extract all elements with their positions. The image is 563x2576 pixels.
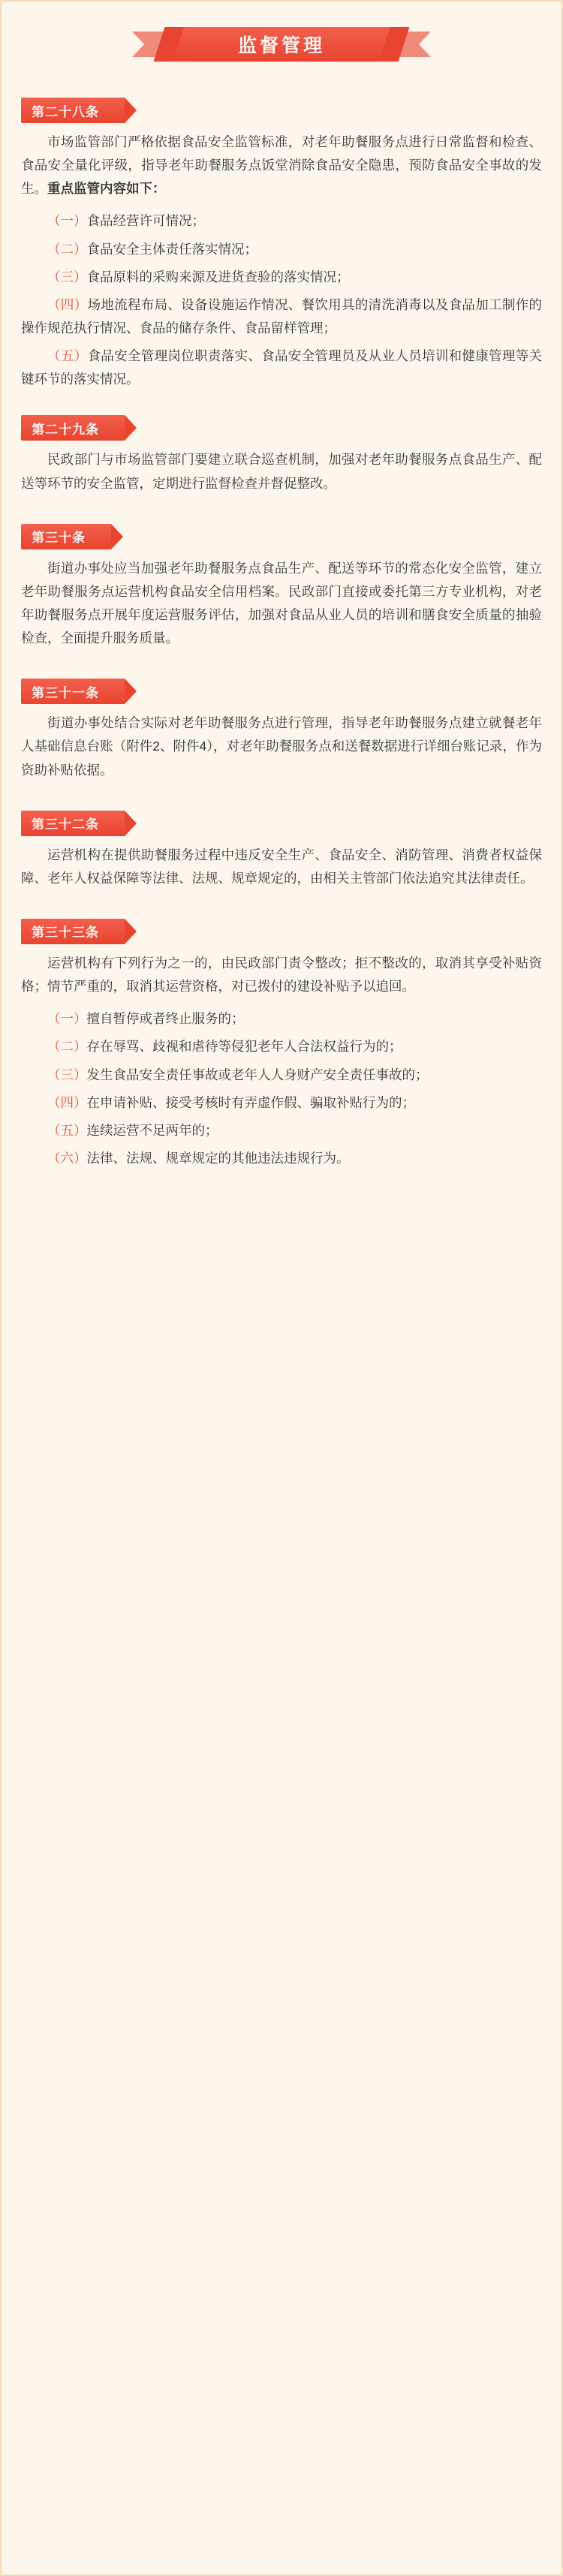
- list-item: [21, 345, 542, 391]
- paragraph: [21, 952, 542, 998]
- list-item-ordinal: （五）: [47, 348, 88, 364]
- article-heading: [21, 98, 125, 123]
- list-item-text: 发生食品安全责任事故或老年人人身财产安全责任事故的；: [86, 1067, 429, 1082]
- paragraph-text: 民政部门与市场监管部门要建立联合巡查机制，加强对老年助餐服务点食品生产、配送等环节的安全监管，定期进行监督检查并督促整改。: [21, 452, 542, 491]
- paragraph-text: 市场监管部门严格依据食品安全监管标准，对老年助餐服务点进行日常监督和检查、食品安全量化评级，指导老年助餐服务点饭堂消除食品安全隐患，预防食品安全事故的发生。: [21, 134, 542, 197]
- paragraph-text: 街道办事处结合实际对老年助餐服务点进行管理，指导老年助餐服务点建立就餐老年人基础信息台账（附件2、附件4），对老年助餐服务点和送餐数据进行详细台账记录，作为资助补贴依据。: [21, 715, 542, 778]
- list-item: [21, 1064, 542, 1087]
- list-item-text: 食品安全主体责任落实情况；: [86, 241, 257, 257]
- list-item-text: 连续运营不足两年的；: [86, 1122, 218, 1138]
- paragraph-text: 运营机构在提供助餐服务过程中违反安全生产、食品安全、消防管理、消费者权益保障、老年人权益保障等法律、法规、规章规定的，由相关主管部门依法追究其法律责任。: [21, 847, 542, 886]
- article-section: [2, 78, 561, 391]
- list-item-text: 场地流程布局、设备设施运作情况、餐饮用具的清洗消毒以及食品加工制作的操作规范执行情况、食品的储存条件、食品留样管理；: [21, 296, 543, 336]
- page-title: 监督管理: [237, 35, 325, 56]
- list-item: [21, 293, 542, 340]
- article-heading: [21, 811, 125, 836]
- list-item: [21, 1091, 542, 1115]
- paragraph-emphasis: 重点监管内容如下：: [47, 181, 166, 197]
- article-section: [2, 791, 561, 890]
- list-item-text: 擅自暂停或者终止服务的；: [86, 1011, 245, 1027]
- banner-plate: [169, 27, 394, 62]
- title-banner: [2, 2, 561, 78]
- list-item: [21, 1119, 542, 1142]
- article-heading-label: 第三十二条: [21, 811, 125, 836]
- list-item-ordinal: （五）: [47, 1122, 87, 1138]
- article-heading-label: 第三十条: [21, 524, 111, 549]
- paragraph: [21, 844, 542, 890]
- list-item-ordinal: （一）: [47, 213, 87, 229]
- list-item-text: 在申请补贴、接受考核时有弄虚作假、骗取补贴行为的；: [86, 1094, 415, 1110]
- list-item: [21, 1007, 542, 1031]
- paragraph: [21, 557, 542, 651]
- article-heading-label: 第三十一条: [21, 679, 125, 704]
- paragraph: [21, 712, 542, 781]
- paragraph-text: 运营机构有下列行为之一的，由民政部门责令整改；拒不整改的，取消其享受补贴资格；情节严重的，取消其运营资格，对已拨付的建设补贴予以追回。: [21, 955, 542, 995]
- list-item-ordinal: （四）: [47, 296, 88, 312]
- list-item-text: 食品原料的采购来源及进货查验的落实情况；: [86, 269, 350, 284]
- paragraph: [21, 131, 542, 200]
- list-item-ordinal: （二）: [47, 241, 87, 257]
- list-item: [21, 1147, 542, 1170]
- article-section: [2, 899, 561, 1170]
- paragraph: [21, 448, 542, 495]
- list-item: [21, 266, 542, 289]
- article-heading: [21, 919, 125, 944]
- banner-graphic: [158, 27, 405, 62]
- paragraph-text: 街道办事处应当加强老年助餐服务点食品生产、配送等环节的常态化安全监管，建立老年助餐服务点运营机构食品安全信用档案。民政部门直接或委托第三方专业机构，对老年助餐服务点开展年度运营服务评估，加强对食品从业人员的培训和膳食安全质量的抽验检查，全面提升服务质量。: [21, 560, 542, 646]
- list-item: [21, 1035, 542, 1058]
- article-section: [2, 659, 561, 781]
- article-section: [2, 396, 561, 495]
- article-section: [2, 504, 561, 651]
- article-heading: [21, 415, 125, 441]
- list-item: [21, 238, 542, 261]
- list-item-ordinal: （三）: [47, 269, 87, 284]
- list-item-ordinal: （六）: [47, 1150, 87, 1166]
- article-heading: [21, 679, 125, 704]
- list-item-text: 食品安全管理岗位职责落实、食品安全管理员及从业人员培训和健康管理等关键环节的落实情况。: [21, 348, 543, 387]
- list-item-text: 食品经营许可情况；: [86, 213, 205, 229]
- article-heading-label: 第二十九条: [21, 415, 125, 441]
- list-item-ordinal: （三）: [47, 1067, 87, 1082]
- list-item-ordinal: （二）: [47, 1039, 87, 1055]
- article-heading-label: 第二十八条: [21, 98, 125, 123]
- list-item-text: 存在辱骂、歧视和虐待等侵犯老年人合法权益行为的；: [86, 1039, 402, 1055]
- list-item-text: 法律、法规、规章规定的其他违法违规行为。: [86, 1150, 350, 1166]
- article-heading-label: 第三十三条: [21, 919, 125, 944]
- list-item-ordinal: （一）: [47, 1011, 87, 1027]
- sections-container: [2, 78, 561, 1170]
- list-item: [21, 209, 542, 233]
- article-heading: [21, 524, 111, 549]
- list-item-ordinal: （四）: [47, 1094, 87, 1110]
